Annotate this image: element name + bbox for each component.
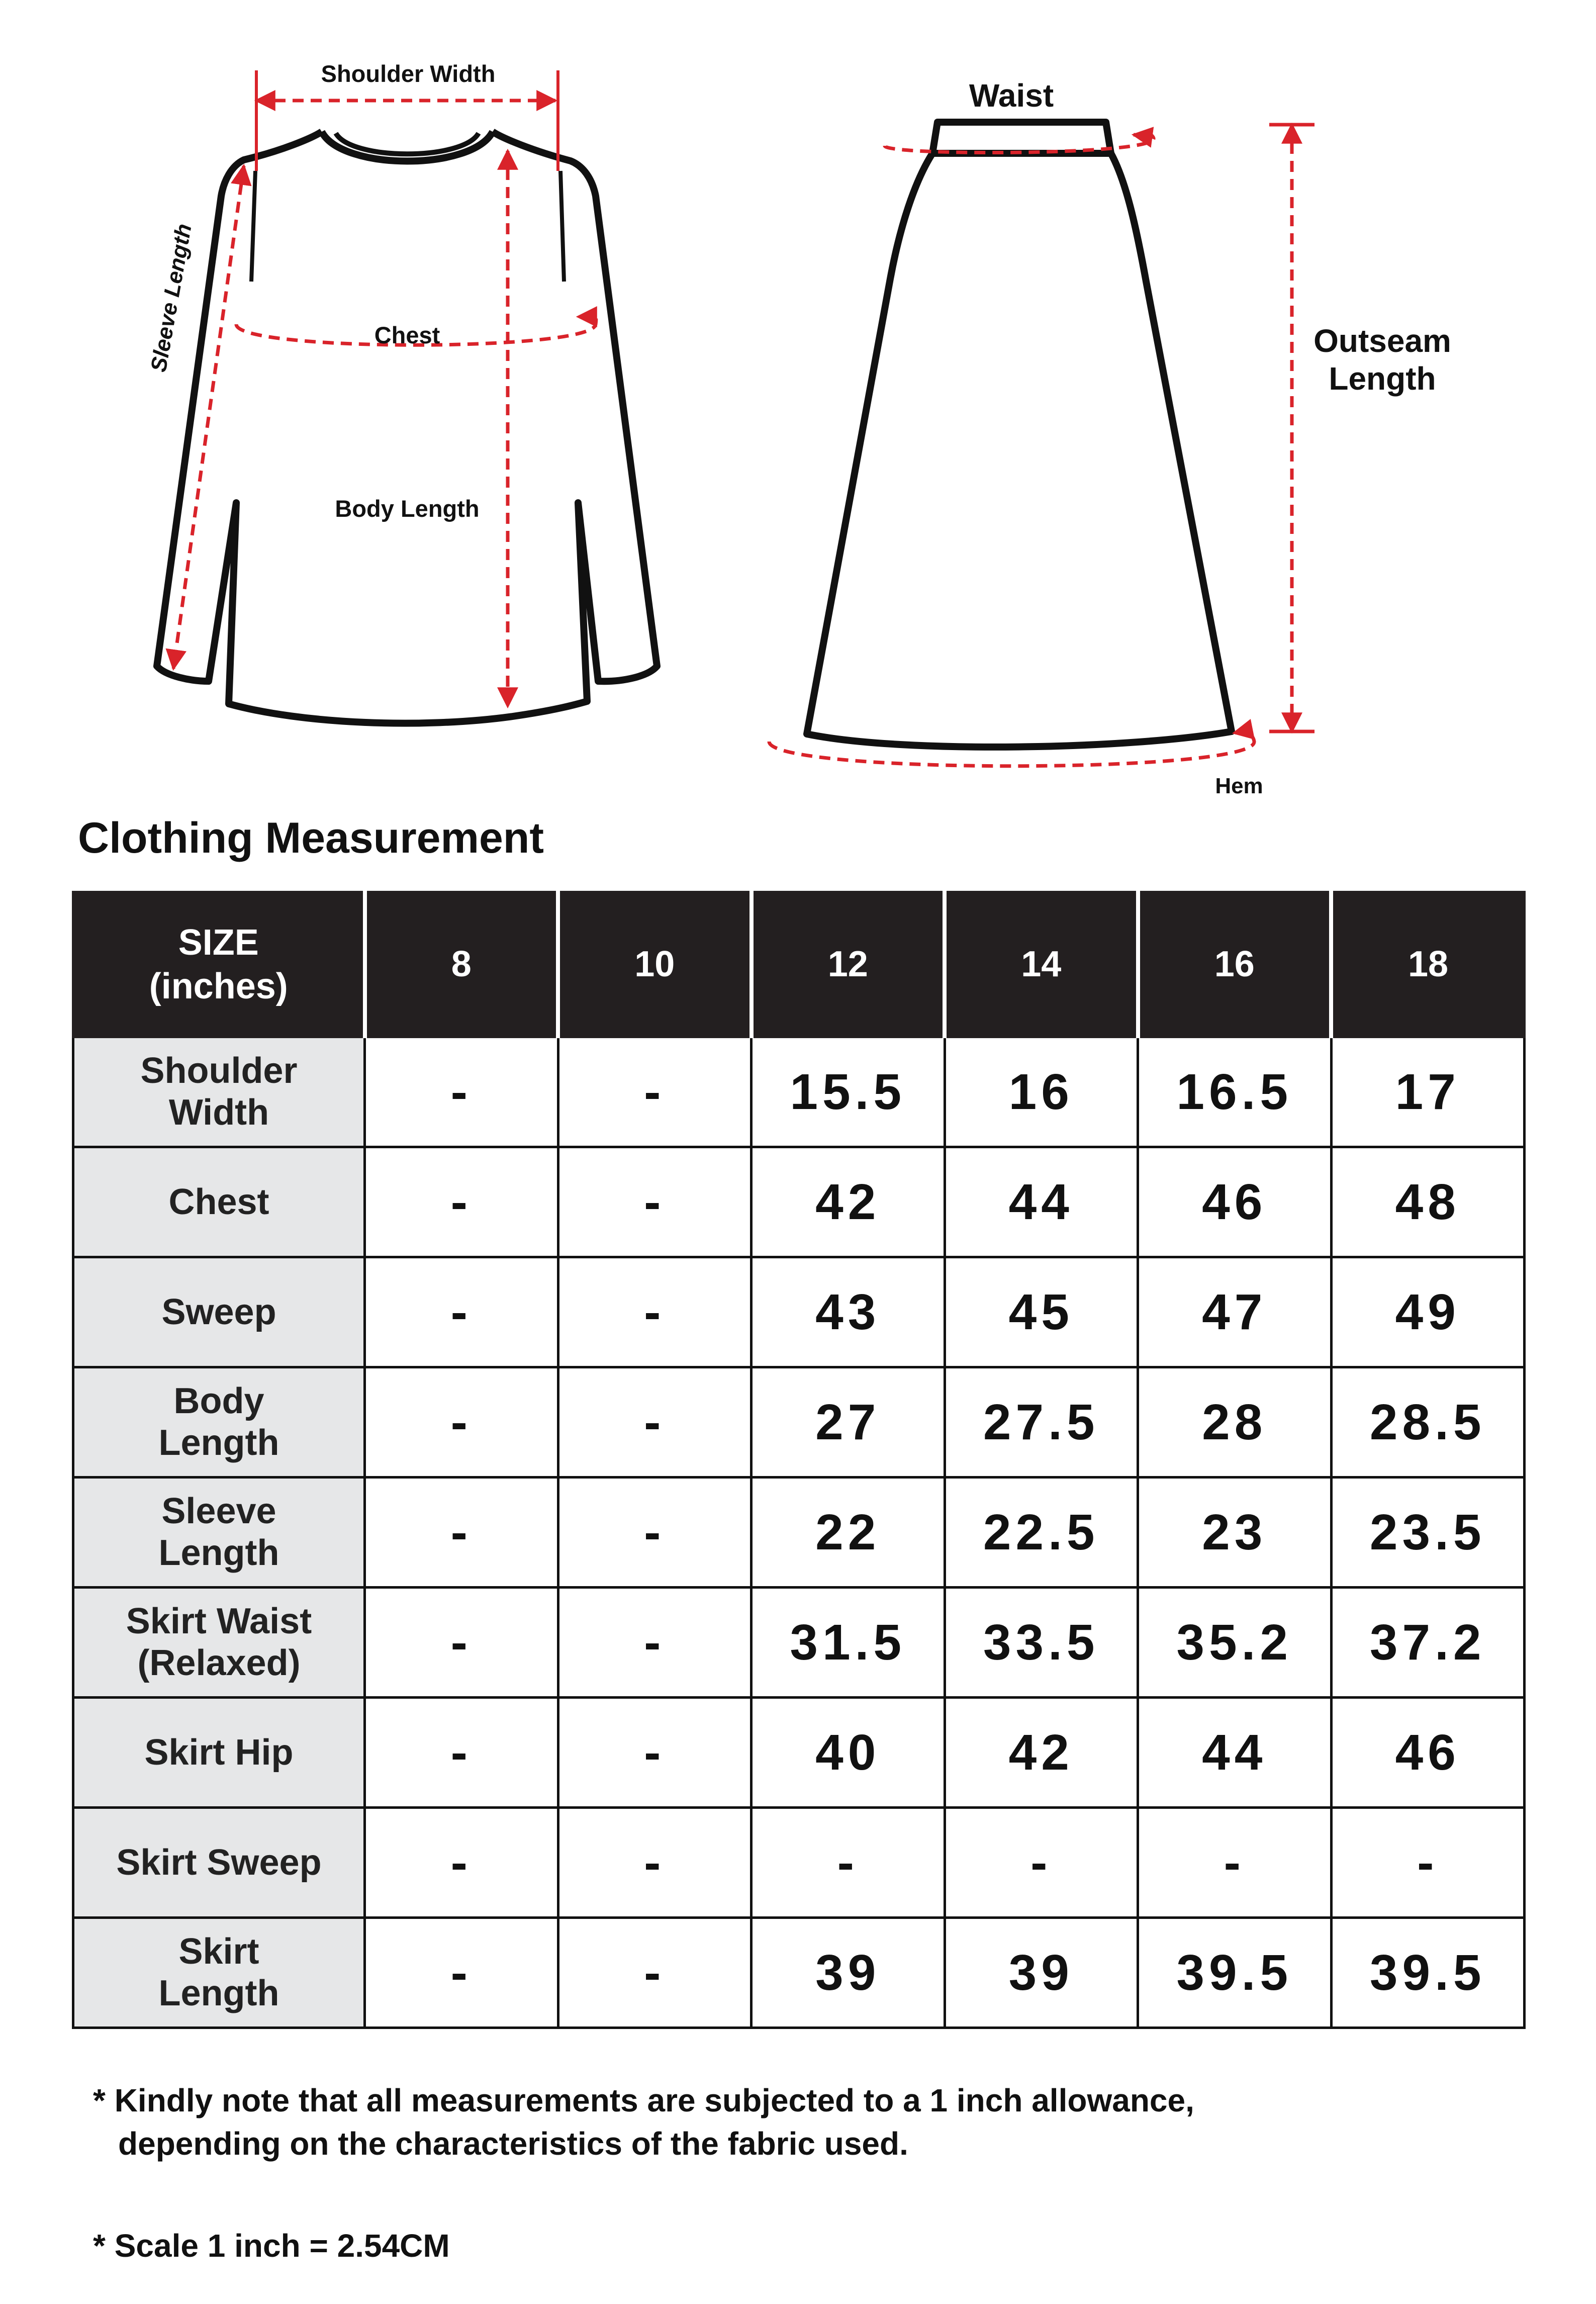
table-row bbox=[73, 1367, 1525, 1478]
table-cell: 16.5 bbox=[1138, 1037, 1332, 1147]
table-cell: 45 bbox=[945, 1257, 1138, 1367]
label-hem: Hem bbox=[1215, 774, 1263, 798]
measurement-lines bbox=[173, 70, 1315, 766]
table-cell: 48 bbox=[1331, 1147, 1525, 1257]
header-size-14: 14 bbox=[945, 892, 1138, 1037]
table-cell: - bbox=[558, 1037, 752, 1147]
table-cell: 43 bbox=[752, 1257, 945, 1367]
table-cell: 40 bbox=[752, 1698, 945, 1808]
table-cell: - bbox=[365, 1367, 558, 1478]
allowance-note: * Kindly note that all measurements are subjected to a 1 inch allowance, bbox=[93, 2082, 1194, 2118]
table-cell: 28 bbox=[1138, 1367, 1332, 1478]
header-size-10: 10 bbox=[558, 892, 752, 1037]
label-body-length: Body Length bbox=[335, 495, 480, 522]
table-cell: 16 bbox=[945, 1037, 1138, 1147]
table-cell: 37.2 bbox=[1331, 1588, 1525, 1698]
notes bbox=[93, 2079, 1194, 2166]
table-cell: - bbox=[365, 1037, 558, 1147]
table-row bbox=[73, 1037, 1525, 1147]
table-cell: - bbox=[365, 1918, 558, 2028]
table-cell: 28.5 bbox=[1331, 1367, 1525, 1478]
table-row bbox=[73, 1147, 1525, 1257]
table-cell: 42 bbox=[945, 1698, 1138, 1808]
table-cell: - bbox=[365, 1588, 558, 1698]
allowance-note-continued: depending on the characteristics of the fabric used. bbox=[118, 2126, 908, 2162]
label-outseam-line2: Length bbox=[1329, 360, 1436, 397]
label-waist: Waist bbox=[969, 77, 1054, 114]
table-row bbox=[73, 1808, 1525, 1918]
section-title: Clothing Measurement bbox=[78, 814, 544, 862]
table-cell: 44 bbox=[945, 1147, 1138, 1257]
table-cell: - bbox=[558, 1257, 752, 1367]
table-cell: 46 bbox=[1331, 1698, 1525, 1808]
table-cell: 23 bbox=[1138, 1478, 1332, 1588]
table-cell: - bbox=[558, 1147, 752, 1257]
header-size-label: SIZE (inches) bbox=[73, 892, 365, 1037]
table-cell: 31.5 bbox=[752, 1588, 945, 1698]
table-cell: 27.5 bbox=[945, 1367, 1138, 1478]
table-row bbox=[73, 1588, 1525, 1698]
table-cell: 39.5 bbox=[1138, 1918, 1332, 2028]
row-label: Skirt Hip bbox=[73, 1698, 365, 1808]
table-cell: 15.5 bbox=[752, 1037, 945, 1147]
table-cell: - bbox=[752, 1808, 945, 1918]
table-cell: - bbox=[365, 1808, 558, 1918]
table-body bbox=[73, 1037, 1525, 2028]
table-cell: 39.5 bbox=[1331, 1918, 1525, 2028]
table-row bbox=[73, 1257, 1525, 1367]
table-cell: 22 bbox=[752, 1478, 945, 1588]
table-cell: 35.2 bbox=[1138, 1588, 1332, 1698]
header-size-12: 12 bbox=[752, 892, 945, 1037]
table-cell: - bbox=[558, 1918, 752, 2028]
label-chest: Chest bbox=[374, 322, 440, 348]
table-cell: 23.5 bbox=[1331, 1478, 1525, 1588]
table-cell: - bbox=[365, 1478, 558, 1588]
table-cell: 42 bbox=[752, 1147, 945, 1257]
table-row bbox=[73, 1918, 1525, 2028]
row-label: Skirt Sweep bbox=[73, 1808, 365, 1918]
table-cell: - bbox=[558, 1588, 752, 1698]
table-cell: 27 bbox=[752, 1367, 945, 1478]
table-cell: - bbox=[365, 1698, 558, 1808]
header-size-18: 18 bbox=[1331, 892, 1525, 1037]
size-chart-table bbox=[72, 891, 1526, 2029]
row-label: Shoulder Width bbox=[73, 1037, 365, 1147]
table-cell: - bbox=[1331, 1808, 1525, 1918]
table-cell: 22.5 bbox=[945, 1478, 1138, 1588]
table-cell: 46 bbox=[1138, 1147, 1332, 1257]
table-cell: 39 bbox=[752, 1918, 945, 2028]
table-cell: 47 bbox=[1138, 1257, 1332, 1367]
skirt-outline bbox=[807, 122, 1232, 747]
table-cell: 44 bbox=[1138, 1698, 1332, 1808]
row-label: Chest bbox=[73, 1147, 365, 1257]
table-row bbox=[73, 1698, 1525, 1808]
table-cell: - bbox=[945, 1808, 1138, 1918]
table-cell: 17 bbox=[1331, 1037, 1525, 1147]
header-row bbox=[73, 892, 1525, 1037]
row-label: Skirt Waist (Relaxed) bbox=[73, 1588, 365, 1698]
table-cell: - bbox=[1138, 1808, 1332, 1918]
table-cell: - bbox=[365, 1257, 558, 1367]
table-cell: 49 bbox=[1331, 1257, 1525, 1367]
label-shoulder-width: Shoulder Width bbox=[321, 60, 496, 87]
table-cell: 33.5 bbox=[945, 1588, 1138, 1698]
table-cell: - bbox=[558, 1698, 752, 1808]
table-row bbox=[73, 1478, 1525, 1588]
table-cell: - bbox=[558, 1808, 752, 1918]
table-cell: 39 bbox=[945, 1918, 1138, 2028]
table-cell: - bbox=[558, 1478, 752, 1588]
row-label: Skirt Length bbox=[73, 1918, 365, 2028]
label-sleeve-length: Sleeve Length bbox=[146, 222, 197, 374]
table-cell: - bbox=[558, 1367, 752, 1478]
header-size-8: 8 bbox=[365, 892, 558, 1037]
sweater-outline bbox=[157, 132, 657, 723]
row-label: Body Length bbox=[73, 1367, 365, 1478]
row-label: Sweep bbox=[73, 1257, 365, 1367]
garment-diagram bbox=[0, 0, 1596, 804]
scale-note: * Scale 1 inch = 2.54CM bbox=[93, 2228, 450, 2264]
header-size-16: 16 bbox=[1138, 892, 1332, 1037]
row-label: Sleeve Length bbox=[73, 1478, 365, 1588]
table-cell: - bbox=[365, 1147, 558, 1257]
label-outseam-line1: Outseam bbox=[1313, 323, 1451, 359]
